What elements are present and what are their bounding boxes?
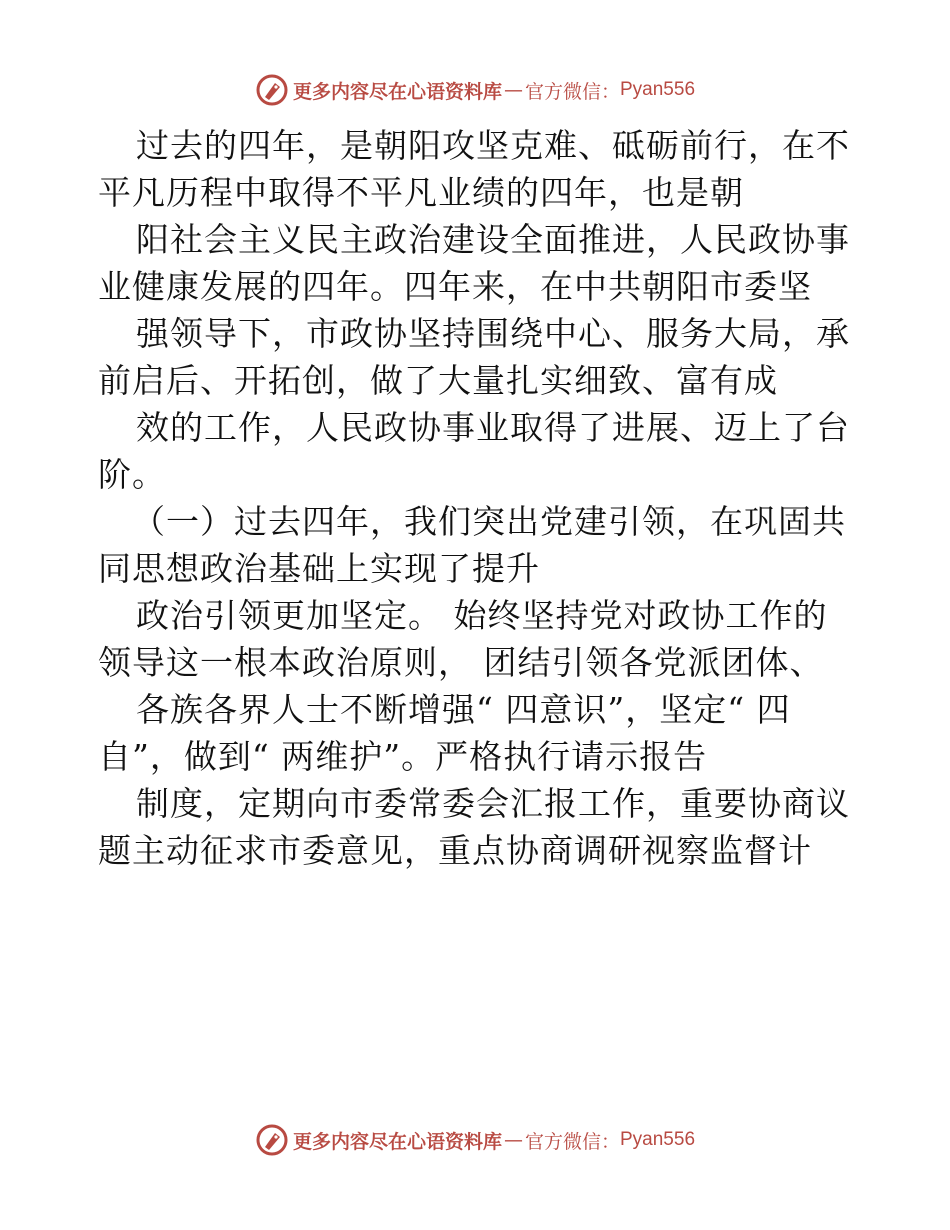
banner-subtitle: 官方微信： bbox=[524, 1130, 620, 1153]
banner-title: 更多内容尽在心语资料库 bbox=[292, 1130, 502, 1153]
banner-dash: — bbox=[503, 1129, 523, 1151]
text-line: 业健康发展的四年。四年来，在中共朝阳市委坚 bbox=[98, 267, 812, 306]
text-line: 强领导下，市政协坚持围绕中心、服务大局，承 bbox=[136, 314, 850, 353]
header-banner bbox=[0, 70, 950, 110]
text-line: 阳社会主义民主政治建设全面推进，人民政协事 bbox=[136, 220, 850, 259]
text-line: 政治引领更加坚定。 始终坚持党对政协工作的 bbox=[136, 596, 828, 635]
text-line: 过去的四年，是朝阳攻坚克难、砥砺前行，在不 bbox=[136, 126, 850, 165]
banner-dash: — bbox=[503, 79, 523, 101]
pen-nib-logo-icon bbox=[255, 73, 289, 107]
pen-nib-logo-icon bbox=[255, 1123, 289, 1157]
banner-title: 更多内容尽在心语资料库 bbox=[292, 80, 502, 103]
text-line: 效的工作，人民政协事业取得了进展、迈上了台 bbox=[136, 408, 850, 447]
text-line: 领导这一根本政治原则， 团结引领各党派团体、 bbox=[98, 643, 824, 682]
text-line: 题主动征求市委意见，重点协商调研视察监督计 bbox=[98, 831, 812, 870]
banner-wechat-id: Pyan556 bbox=[620, 79, 696, 100]
text-line: 平凡历程中取得不平凡业绩的四年，也是朝 bbox=[98, 173, 744, 212]
text-line: 各族各界人士不断增强“ 四意识”，坚定“ 四 bbox=[136, 690, 791, 729]
footer-banner bbox=[0, 1120, 950, 1160]
section-heading-line: （一）过去四年，我们突出党建引领，在巩固共 bbox=[132, 502, 846, 541]
section-heading-line: 同思想政治基础上实现了提升 bbox=[98, 549, 540, 588]
banner-subtitle: 官方微信： bbox=[524, 80, 620, 103]
text-line: 制度，定期向市委常委会汇报工作，重要协商议 bbox=[136, 784, 850, 823]
text-line: 自”，做到“ 两维护”。严格执行请示报告 bbox=[98, 737, 708, 776]
text-line: 前启后、开拓创，做了大量扎实细致、富有成 bbox=[98, 361, 778, 400]
document-body bbox=[98, 122, 858, 874]
banner-wechat-id: Pyan556 bbox=[620, 1129, 696, 1150]
text-line: 阶。 bbox=[98, 455, 166, 494]
